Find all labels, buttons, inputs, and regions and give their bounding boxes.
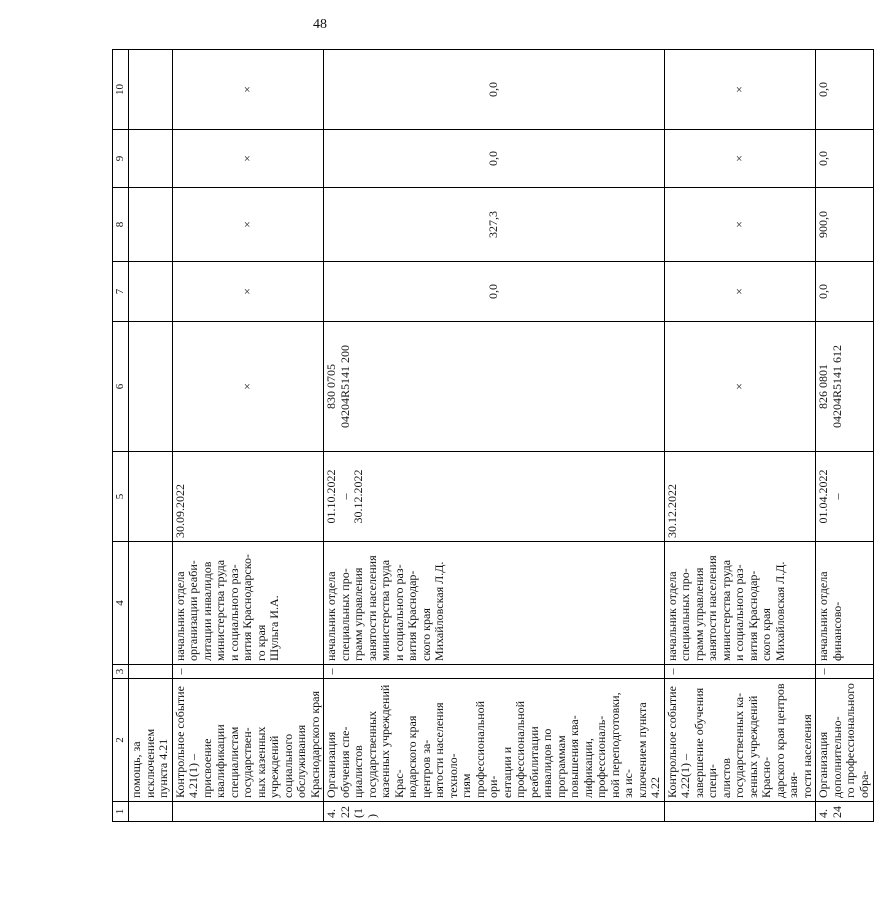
cell-value [129, 188, 173, 262]
cell-responsible: начальник отдела организации реаби- литации инвалидов министерства труда и социального раз- вития Краснодарско- го края Шульга И.А. [172, 542, 324, 665]
cell-responsible: начальник отдела финансово- [816, 542, 874, 665]
cell-col3: – [664, 665, 816, 679]
cell-number: 4.22(1) [324, 802, 665, 822]
table-row [129, 50, 173, 822]
cell-code: × [664, 322, 816, 452]
col-header: 8 [113, 188, 129, 262]
col-header: 7 [113, 262, 129, 322]
cell-code: 826 0801 04204R5141 612 [816, 322, 874, 452]
cell-responsible [129, 542, 173, 665]
cell-value: × [172, 50, 324, 130]
cell-number [172, 802, 324, 822]
cell-number [664, 802, 816, 822]
col-header: 5 [113, 452, 129, 542]
cell-name: Контрольное событие 4.22(1) – завершение обучения специ- алистов государственных ка- зенных учреждений Красно- дарского края центров заня- тости населения [664, 679, 816, 802]
cell-date: 01.10.2022 – 30.12.2022 [324, 452, 665, 542]
header-row [113, 50, 129, 822]
cell-value [129, 262, 173, 322]
col-header: 4 [113, 542, 129, 665]
col-header: 1 [113, 802, 129, 822]
cell-value: × [172, 188, 324, 262]
cell-name: Организация дополнительно- го профессионального обра- [816, 679, 874, 802]
cell-value: 0,0 [324, 262, 665, 322]
rotated-table-wrapper [112, 50, 871, 822]
cell-responsible: начальник отдела специальных про- грамм управления занятости населения министерства труда и социального раз- вития Краснодар- ского края Михайловская Л.Д. [664, 542, 816, 665]
page-number: 48 [313, 17, 327, 32]
cell-date: 30.12.2022 [664, 452, 816, 542]
table-row [816, 50, 874, 822]
cell-date [129, 452, 173, 542]
cell-value: × [664, 130, 816, 188]
col-header: 2 [113, 679, 129, 802]
cell-value: 0,0 [324, 50, 665, 130]
table-row [664, 50, 816, 822]
cell-number: 4.24 [816, 802, 874, 822]
cell-date: 01.04.2022 – [816, 452, 874, 542]
cell-value: 0,0 [816, 130, 874, 188]
cell-col3: – [816, 665, 874, 679]
cell-value: × [664, 188, 816, 262]
cell-value: × [172, 130, 324, 188]
col-header: 10 [113, 50, 129, 130]
cell-col3: – [324, 665, 665, 679]
col-header: 9 [113, 130, 129, 188]
table-row [324, 50, 665, 822]
table-row [172, 50, 324, 822]
cell-col3: – [172, 665, 324, 679]
cell-code [129, 322, 173, 452]
cell-value: 900,0 [816, 188, 874, 262]
cell-col3 [129, 665, 173, 679]
cell-value: 0,0 [324, 130, 665, 188]
program-table [112, 49, 874, 822]
cell-value: × [664, 262, 816, 322]
cell-code: 830 0705 04204R5141 200 [324, 322, 665, 452]
cell-value [129, 50, 173, 130]
col-header: 6 [113, 322, 129, 452]
col-header: 3 [113, 665, 129, 679]
cell-value: 327,3 [324, 188, 665, 262]
cell-value: × [172, 262, 324, 322]
cell-value: 0,0 [816, 50, 874, 130]
cell-name: помощь, за исключением пункта 4.21 [129, 679, 173, 802]
cell-name: Организация обучения спе- циалистов государственных казенных учреждений Крас- нодарского края центров за- нятости населения техноло- гиям профессиональной ори- ентации и профессиональной реабилитации инвалидов по программам повышения ква- лификации, профессиональ- ной переподготовки, за ис- ключением пункта 4.22 [324, 679, 665, 802]
cell-responsible: начальник отдела специальных про- грамм управления занятости населения министерства труда и социального раз- вития Краснодар- ского края Михайловская Л.Д. [324, 542, 665, 665]
cell-value: 0,0 [816, 262, 874, 322]
cell-name: Контрольное событие 4.21(1) – присвоение квалификации специалистам государствен- ных казенных учреждений социального обслуживания Краснодарского края [172, 679, 324, 802]
cell-code: × [172, 322, 324, 452]
cell-number [129, 802, 173, 822]
cell-date: 30.09.2022 [172, 452, 324, 542]
cell-value: × [664, 50, 816, 130]
cell-value [129, 130, 173, 188]
